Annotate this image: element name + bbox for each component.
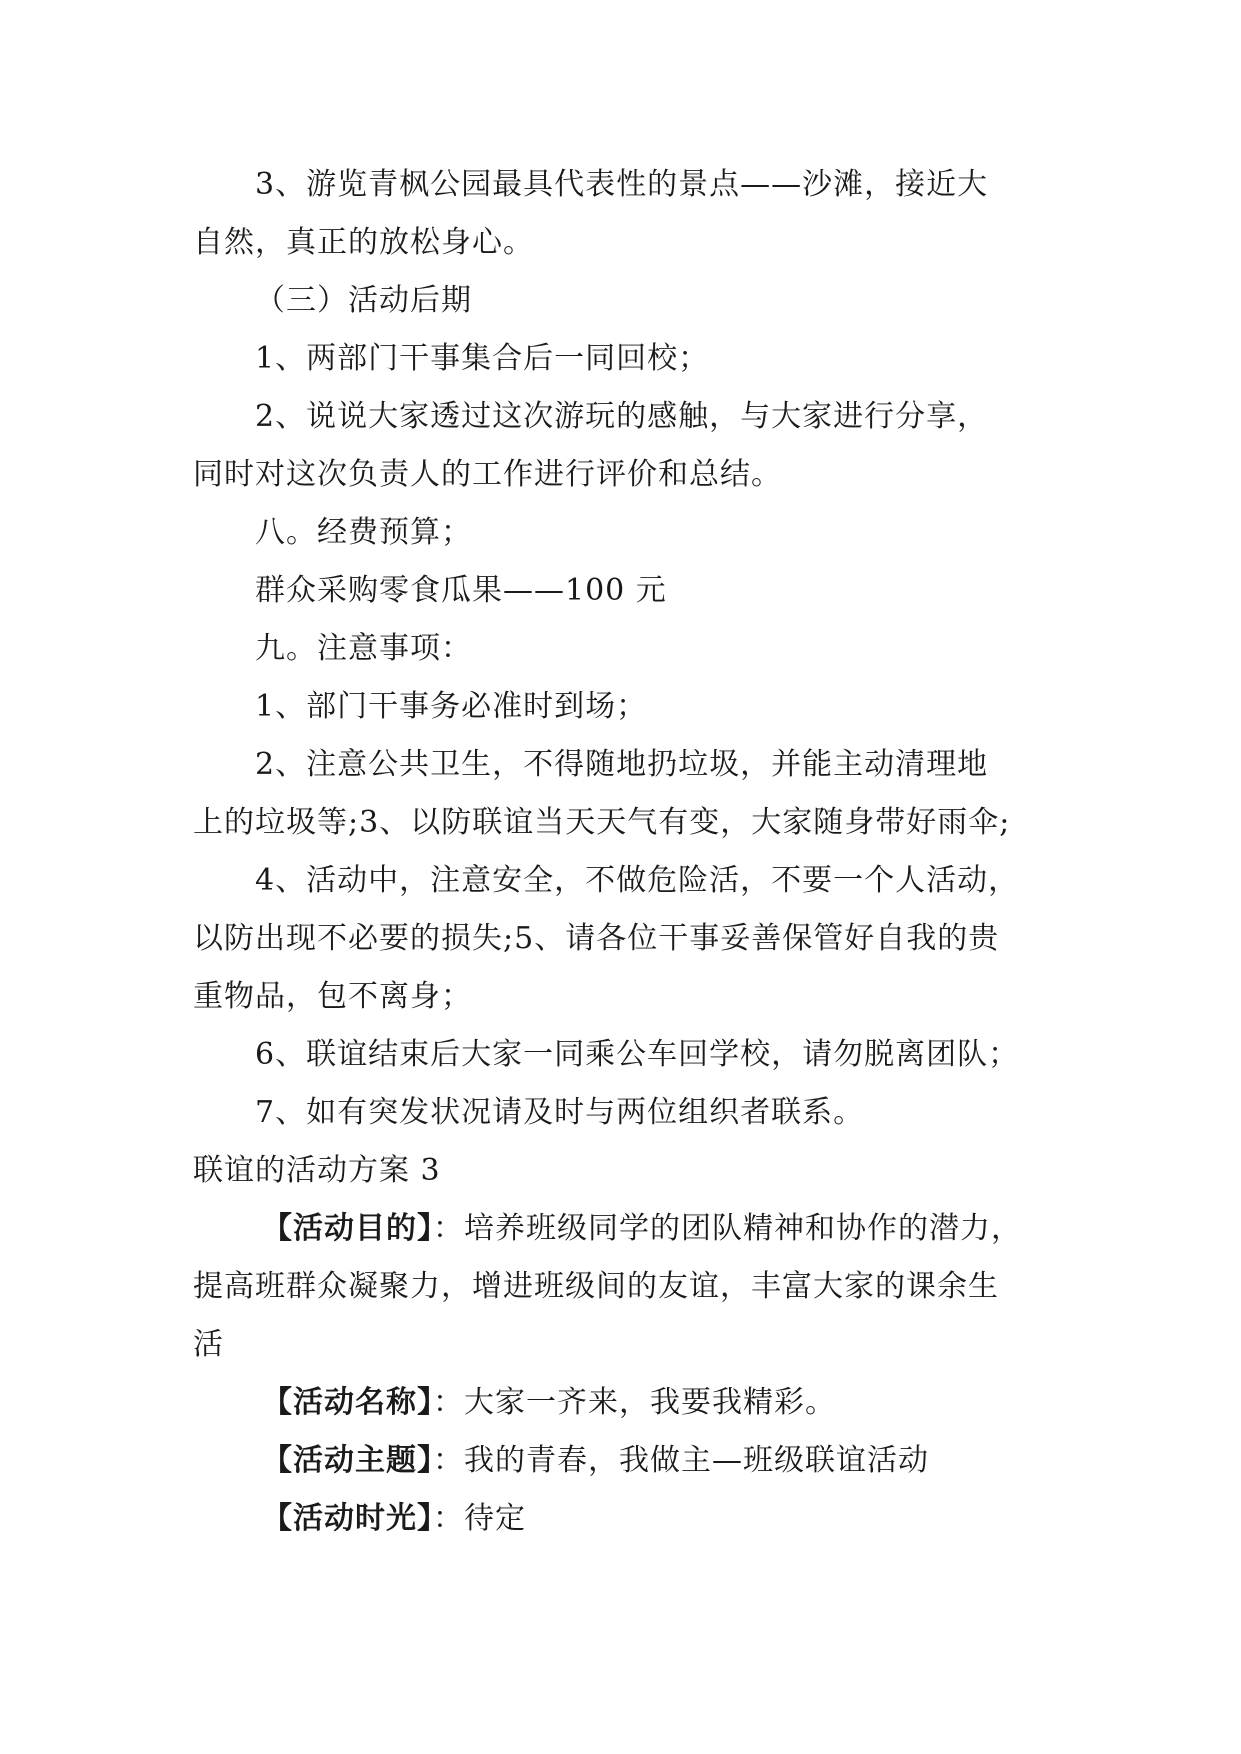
paragraph-line: 上的垃圾等;3、以防联谊当天天气有变，大家随身带好雨伞; xyxy=(193,805,1011,840)
document-section-title: 联谊的活动方案 3 xyxy=(193,1153,441,1188)
section-heading: 九。注意事项： xyxy=(255,631,472,666)
activity-theme-line xyxy=(262,1441,1073,1481)
purpose-text: ：培养班级同学的团队精神和协作的潜力， xyxy=(433,1211,1022,1246)
paragraph-line: 活 xyxy=(193,1327,224,1362)
purpose-label: 【活动目的】 xyxy=(262,1211,433,1246)
activity-name-line xyxy=(262,1383,1073,1423)
paragraph-line: 7、如有突发状况请及时与两位组织者联系。 xyxy=(255,1095,865,1130)
paragraph-line: 4、活动中，注意安全，不做危险活，不要一个人活动， xyxy=(255,863,1020,898)
activity-name-text: ：大家一齐来，我要我精彩。 xyxy=(433,1385,836,1420)
paragraph-line: 提高班群众凝聚力，增进班级间的友谊，丰富大家的课余生 xyxy=(193,1269,999,1304)
paragraph-line: 自然，真正的放松身心。 xyxy=(193,225,534,260)
paragraph-line: 群众采购零食瓜果——100 元 xyxy=(255,573,667,608)
activity-theme-text: ：我的青春，我做主—班级联谊活动 xyxy=(433,1443,929,1478)
paragraph-line: 以防出现不必要的损失;5、请各位干事妥善保管好自我的贵 xyxy=(193,921,1000,956)
purpose-line xyxy=(262,1209,1073,1249)
paragraph-line: 同时对这次负责人的工作进行评价和总结。 xyxy=(193,457,782,492)
paragraph-line: 1、两部门干事集合后一同回校； xyxy=(255,341,710,376)
paragraph-line: 3、游览青枫公园最具代表性的景点——沙滩，接近大 xyxy=(255,167,989,202)
activity-time-text: ：待定 xyxy=(433,1501,526,1536)
paragraph-line: 2、注意公共卫生，不得随地扔垃圾，并能主动清理地 xyxy=(255,747,989,782)
paragraph-line: 1、部门干事务必准时到场； xyxy=(255,689,648,724)
activity-time-line xyxy=(262,1499,1073,1539)
paragraph-line: 6、联谊结束后大家一同乘公车回学校，请勿脱离团队； xyxy=(255,1037,1020,1072)
activity-theme-label: 【活动主题】 xyxy=(262,1443,433,1478)
paragraph-line: 重物品，包不离身； xyxy=(193,979,472,1014)
paragraph-line: 2、说说大家透过这次游玩的感触，与大家进行分享， xyxy=(255,399,989,434)
section-heading: 八。经费预算； xyxy=(255,515,472,550)
section-heading: （三）活动后期 xyxy=(255,283,472,318)
activity-name-label: 【活动名称】 xyxy=(262,1385,433,1420)
activity-time-label: 【活动时光】 xyxy=(262,1501,433,1536)
